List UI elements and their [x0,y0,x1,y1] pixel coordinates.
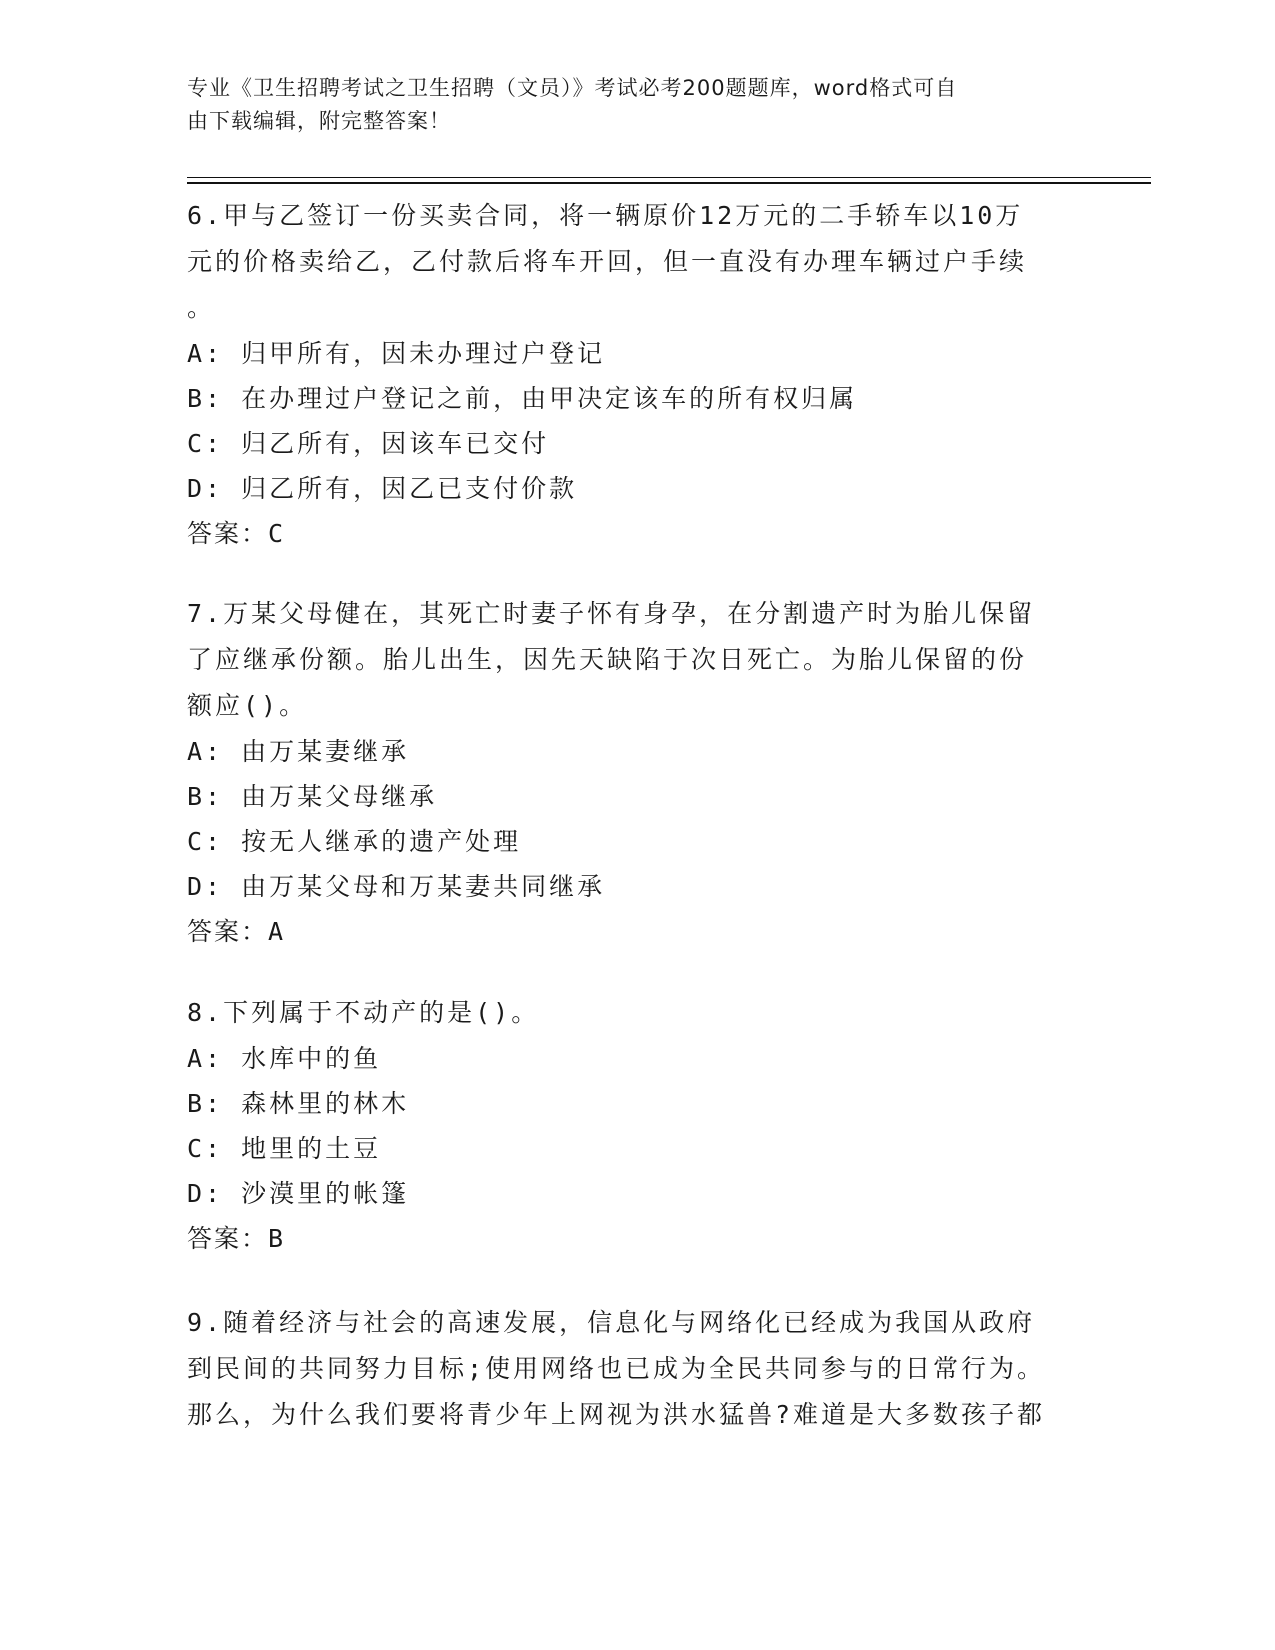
question-stem-line: 8.下列属于不动产的是()。 [187,998,540,1027]
question-stem-line: 到民间的共同努力目标;使用网络也已成为全民共同参与的日常行为。 [187,1354,1046,1383]
question-6 [187,193,1077,557]
answer-line [187,1216,1077,1262]
option-b: B: 在办理过户登记之前，由甲决定该车的所有权归属 [187,384,858,413]
question-stem-line: 了应继承份额。胎儿出生，因先天缺陷于次日死亡。为胎儿保留的份 [187,645,1028,674]
answer-line [187,909,1077,955]
document-header [187,72,1067,138]
question-8 [187,990,1077,1262]
answer-value: C [268,519,286,548]
answer-line [187,511,1077,557]
question-stem-line: 额应()。 [187,691,308,720]
option-c: C: 归乙所有，因该车已交付 [187,429,550,458]
option-c: C: 地里的土豆 [187,1134,382,1163]
question-7 [187,591,1077,955]
option-d: D: 归乙所有，因乙已支付价款 [187,474,578,503]
option-b: B: 由万某父母继承 [187,782,438,811]
question-9 [187,1300,1077,1438]
question-stem-line: 那么，为什么我们要将青少年上网视为洪水猛兽?难道是大多数孩子都 [187,1400,1046,1429]
question-stem-line: 元的价格卖给乙，乙付款后将车开回，但一直没有办理车辆过户手续 [187,247,1028,276]
header-line-1: 专业《卫生招聘考试之卫生招聘（文员）》考试必考200题题库，word格式可自 [187,76,958,100]
answer-label: 答案： [187,917,269,946]
header-line-2: 由下载编辑，附完整答案！ [187,109,451,133]
option-a: A: 由万某妻继承 [187,737,410,766]
question-stem-line: 9.随着经济与社会的高速发展，信息化与网络化已经成为我国从政府 [187,1308,1036,1337]
answer-value: B [268,1224,286,1253]
option-a: A: 水库中的鱼 [187,1044,382,1073]
option-c: C: 按无人继承的遗产处理 [187,827,522,856]
question-stem-line: 。 [187,293,216,322]
answer-label: 答案： [187,519,269,548]
answer-value: A [268,917,286,946]
question-stem-line: 7.万某父母健在，其死亡时妻子怀有身孕，在分割遗产时为胎儿保留 [187,599,1036,628]
header-divider-thick [187,182,1151,184]
header-divider-thin [187,177,1151,178]
option-d: D: 由万某父母和万某妻共同继承 [187,872,606,901]
option-d: D: 沙漠里的帐篷 [187,1179,410,1208]
question-stem-line: 6.甲与乙签订一份买卖合同，将一辆原价12万元的二手轿车以10万 [187,201,1024,230]
option-b: B: 森林里的林木 [187,1089,410,1118]
answer-label: 答案： [187,1224,269,1253]
option-a: A: 归甲所有，因未办理过户登记 [187,339,606,368]
